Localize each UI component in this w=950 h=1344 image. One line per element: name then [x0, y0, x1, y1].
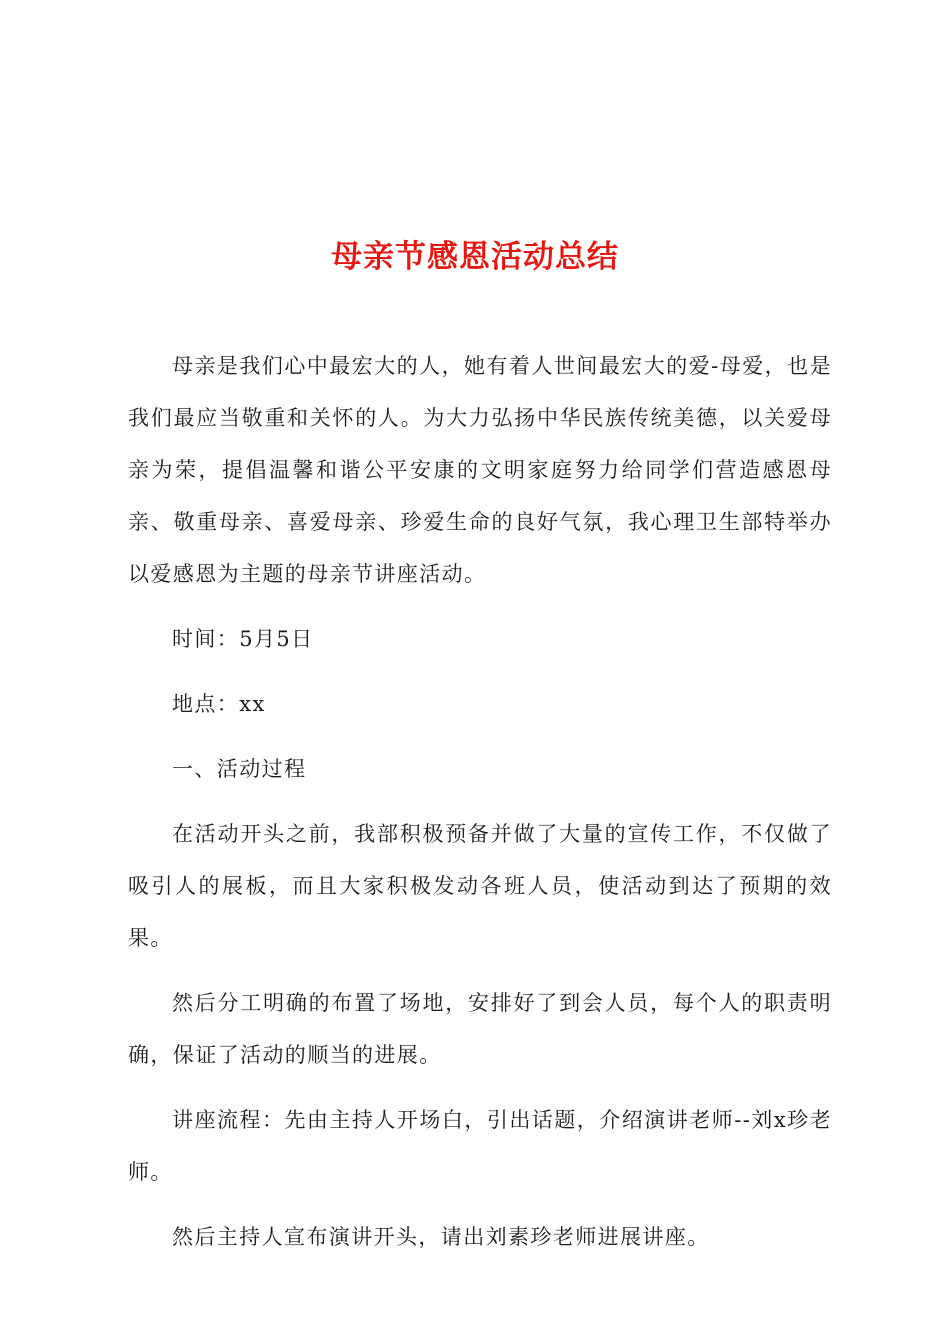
venue-paragraph: 然后分工明确的布置了场地，安排好了到会人员，每个人的职责明确，保证了活动的顺当的进展。	[128, 991, 832, 1067]
document-body	[128, 340, 832, 1276]
lecture-flow-paragraph: 讲座流程：先由主持人开场白，引出话题，介绍演讲老师--刘x珍老师。	[128, 1108, 832, 1184]
intro-paragraph: 母亲是我们心中最宏大的人，她有着人世间最宏大的爱-母爱，也是我们最应当敬重和关怀的人。为大力弘扬中华民族传统美德，以关爱母亲为荣，提倡温馨和谐公平安康的文明家庭努力给同学们营造感恩母亲、敬重母亲、喜爱母亲、珍爱生命的良好气氛，我心理卫生部特举办以爱感恩为主题的母亲节讲座活动。	[128, 354, 832, 586]
location-line: 地点：xx	[172, 692, 266, 716]
time-line: 时间：5月5日	[172, 627, 314, 651]
document-title: 母亲节感恩活动总结	[331, 238, 619, 275]
preparation-paragraph: 在活动开头之前，我部积极预备并做了大量的宣传工作，不仅做了吸引人的展板，而且大家积极发动各班人员，使活动到达了预期的效果。	[128, 822, 832, 950]
section-heading: 一、活动过程	[172, 757, 307, 781]
lecture-start-paragraph: 然后主持人宣布演讲开头，请出刘素珍老师进展讲座。	[172, 1225, 710, 1249]
